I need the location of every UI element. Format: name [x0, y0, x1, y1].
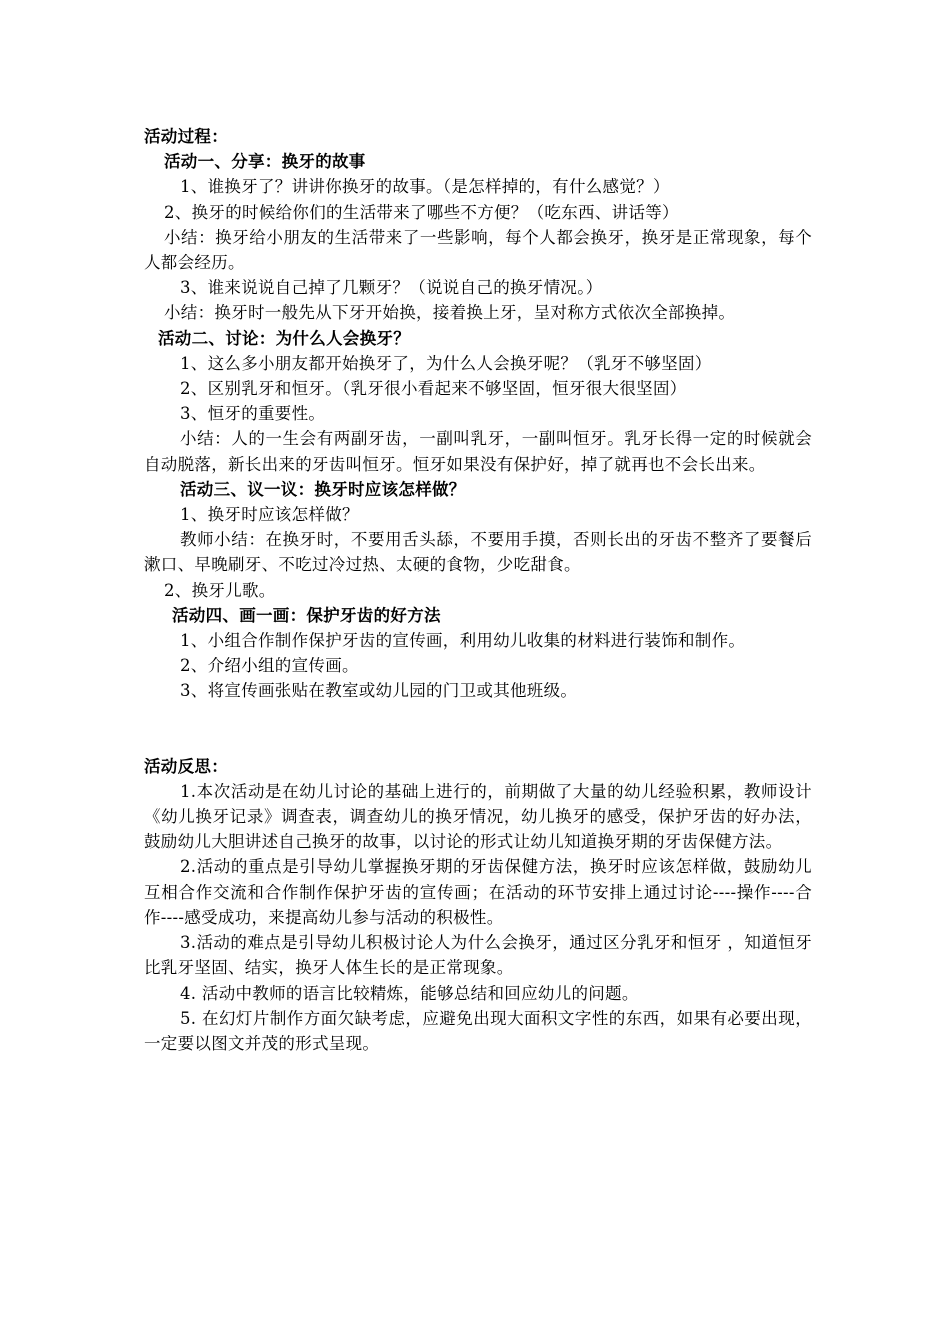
process-heading: 活动过程：: [144, 127, 228, 146]
reflection-paragraph-4: 4. 活动中教师的语言比较精炼，能够总结和回应幼儿的问题。: [180, 983, 639, 1003]
document-page: [144, 124, 812, 1056]
activity-1-heading: 活动一、分享：换牙的故事: [164, 152, 366, 172]
activity-2-item-1: 1、这么多小朋友都开始换牙了，为什么人会换牙呢？（乳牙不够坚固）: [180, 353, 712, 373]
reflection-paragraph-3: 3.活动的难点是引导幼儿积极讨论人为什么会换牙，通过区分乳牙和恒牙 ，知道恒牙比乳牙坚固、结实，换牙人体生长的是正常现象。: [144, 933, 812, 978]
activity-3-item-1: 1、换牙时应该怎样做？: [180, 505, 359, 525]
activity-3-heading: 活动三、议一议：换牙时应该怎样做？: [180, 479, 466, 499]
section-spacer: [144, 704, 812, 754]
activity-4-item-3: 3、将宣传画张贴在教室或幼儿园的门卫或其他班级。: [180, 681, 578, 701]
activity-4-heading: 活动四、画一画：保护牙齿的好方法: [172, 605, 441, 625]
activity-2-item-2: 2、区别乳牙和恒牙。（乳牙很小看起来不够坚固，恒牙很大很坚固）: [180, 379, 687, 399]
reflection-paragraph-5: 5. 在幻灯片制作方面欠缺考虑，应避免出现大面积文字性的东西，如果有必要出现，一定要以图文并茂的形式呈现。: [144, 1008, 812, 1053]
activity-1-item-2: 2、换牙的时候给你们的生活带来了哪些不方便？（吃东西、讲话等）: [164, 202, 679, 222]
activity-4-item-1: 1、小组合作制作保护牙齿的宣传画，利用幼儿收集的材料进行装饰和制作。: [180, 631, 746, 651]
activity-2-heading: 活动二、讨论：为什么人会换牙？: [158, 328, 410, 348]
activity-4-item-2: 2、介绍小组的宣传画。: [180, 656, 359, 676]
reflection-paragraph-1: 1.本次活动是在幼儿讨论的基础上进行的，前期做了大量的幼儿经验积累，教师设计《幼儿换牙记录》调查表，调查幼儿的换牙情况，幼儿换牙的感受，保护牙齿的好办法，鼓励幼儿大胆讲述自己换牙的故事，以讨论的形式让幼儿知道换牙期的牙齿保健方法。: [144, 781, 812, 852]
activity-2-item-3: 3、恒牙的重要性。: [180, 404, 326, 424]
activity-1-item-1: 1、谁换牙了？讲讲你换牙的故事。（是怎样掉的，有什么感觉？）: [180, 177, 670, 197]
activity-3-item-2: 2、换牙儿歌。: [164, 580, 276, 600]
reflection-heading: 活动反思：: [144, 756, 228, 776]
reflection-paragraph-2: 2.活动的重点是引导幼儿掌握换牙期的牙齿保健方法，换牙时应该怎样做，鼓励幼儿互相合作交流和合作制作保护牙齿的宣传画；在活动的环节安排上通过讨论----操作----合作----感受成功，来提高幼儿参与活动的积极性。: [144, 857, 812, 927]
activity-3-summary: 教师小结：在换牙时，不要用舌头舔，不要用手摸，否则长出的牙齿不整齐了要餐后漱口、早晚刷牙、不吃过冷过热、太硬的食物，少吃甜食。: [144, 530, 812, 575]
activity-1-summary-1: 小结：换牙给小朋友的生活带来了一些影响，每个人都会换牙，换牙是正常现象，每个人都会经历。: [144, 227, 812, 273]
activity-1-summary-2: 小结：换牙时一般先从下牙开始换，接着换上牙，呈对称方式依次全部换掉。: [164, 303, 736, 323]
activity-1-item-3: 3、谁来说说自己掉了几颗牙？（说说自己的换牙情况。）: [180, 278, 603, 298]
activity-2-summary: 小结：人的一生会有两副牙齿，一副叫乳牙，一副叫恒牙。乳牙长得一定的时候就会自动脱落，新长出来的牙齿叫恒牙。恒牙如果没有保护好，掉了就再也不会长出来。: [144, 429, 812, 474]
